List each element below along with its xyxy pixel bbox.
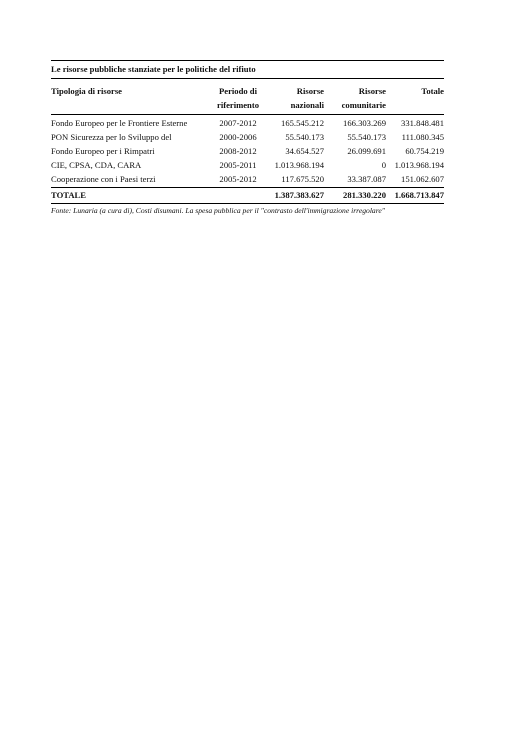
- cell-total: 111.080.345: [401, 132, 444, 142]
- header-eu: Risorse comunitarie: [324, 79, 386, 115]
- cell-eu: 26.099.691: [347, 146, 386, 156]
- cell-total: 331.848.481: [401, 118, 444, 128]
- cell-period: 2008-2012: [219, 146, 257, 156]
- table-row: [51, 131, 444, 145]
- header-total: Totale: [386, 79, 444, 115]
- table-row: [51, 115, 444, 132]
- table-row: [51, 159, 444, 173]
- cell-type: Fondo Europeo per i Rimpatri: [51, 146, 155, 156]
- header-type: Tipologia di risorse: [51, 79, 213, 115]
- cell-period: 2000-2006: [219, 132, 257, 142]
- table-total-row: [51, 188, 444, 204]
- cell-eu: 33.387.087: [347, 174, 386, 184]
- cell-eu: 0: [381, 160, 386, 170]
- cell-total: 1.013.968.194: [394, 160, 444, 170]
- resources-table: [51, 78, 444, 204]
- total-period: [213, 188, 263, 204]
- table-row: [51, 145, 444, 159]
- cell-period: 2005-2011: [219, 160, 257, 170]
- cell-national: 34.654.527: [285, 146, 324, 156]
- cell-period: 2005-2012: [219, 174, 257, 184]
- total-national: 1.387.383.627: [263, 188, 324, 204]
- header-period: Periodo di riferimento: [213, 79, 263, 115]
- cell-type: PON Sicurezza per lo Sviluppo del: [51, 132, 172, 142]
- total-label: TOTALE: [51, 188, 213, 204]
- table-row: [51, 173, 444, 188]
- header-national: Risorse nazionali: [263, 79, 324, 115]
- cell-type: Fondo Europeo per le Frontiere Esterne: [51, 118, 188, 128]
- total-eu: 281.330.220: [324, 188, 386, 204]
- cell-national: 55.540.173: [285, 132, 324, 142]
- total-total: 1.668.713.847: [386, 188, 444, 204]
- table-header-row: [51, 79, 444, 115]
- cell-national: 1.013.968.194: [274, 160, 324, 170]
- cell-eu: 55.540.173: [347, 132, 386, 142]
- cell-type: Cooperazione con i Paesi terzi: [51, 174, 156, 184]
- cell-total: 151.062.607: [401, 174, 444, 184]
- cell-eu: 166.303.269: [343, 118, 386, 128]
- table-source-note: Fonte: Lunaria (a cura di), Costi disumani. La spesa pubblica per il "contrasto dell'immigrazione irregolare": [51, 206, 385, 215]
- table-container: [51, 60, 444, 216]
- cell-national: 165.545.212: [281, 118, 324, 128]
- cell-period: 2007-2012: [219, 118, 257, 128]
- cell-type: CIE, CPSA, CDA, CARA: [51, 160, 142, 170]
- table-title: Le risorse pubbliche stanziate per le politiche del rifiuto: [51, 60, 444, 78]
- cell-national: 117.675.520: [281, 174, 324, 184]
- cell-total: 60.754.219: [405, 146, 444, 156]
